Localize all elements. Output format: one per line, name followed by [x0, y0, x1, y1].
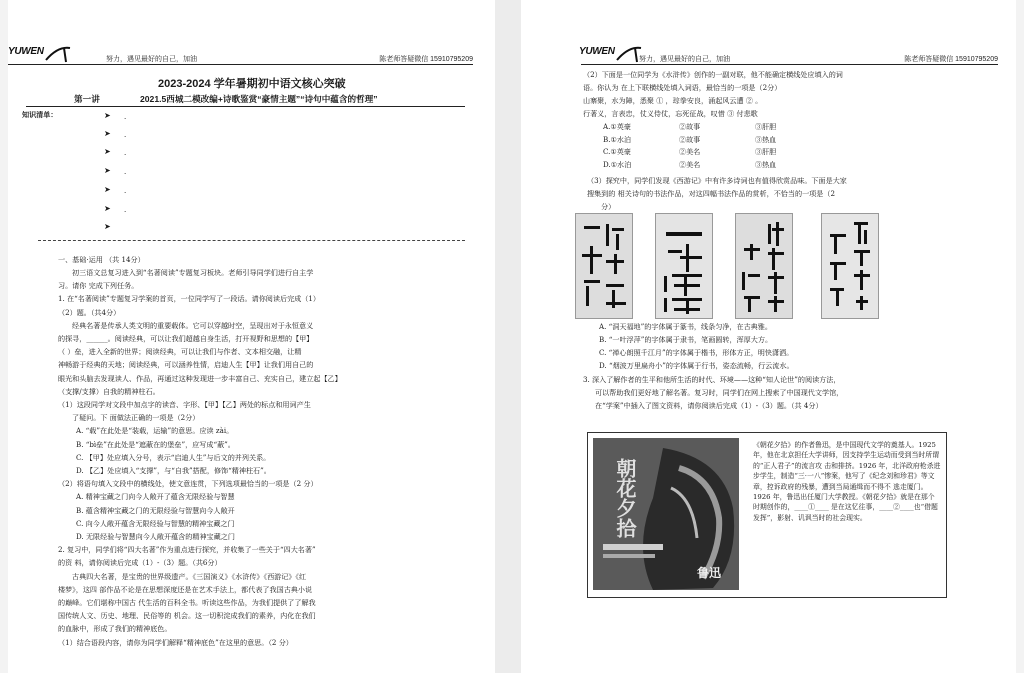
arrow-bullet-icon: ➤ — [104, 166, 111, 175]
couplet-option: ③热血 — [755, 134, 777, 144]
body-line: 习。请你 完成下列任务。 — [58, 281, 139, 291]
body-line: 1. 在“名著阅读”专题复习学案的首页，一位同学写了一段话。请你阅读后完成（1） — [58, 294, 320, 304]
arrow-bullet-icon: ➤ — [104, 129, 111, 138]
calligraphy-option: A. “洞天福地”的字体属于篆书，线条匀净，在古典雅。 — [599, 322, 772, 331]
header-slogan: 努力，遇见最好的自己，加油 — [106, 56, 197, 63]
body-line: （支撑/支撑）自我的精神柱石。 — [58, 386, 160, 396]
header-contact: 陈老师答疑微信 15910795209 — [379, 56, 473, 63]
book-question-line: 可以帮助我们更好地了解名著。复习时，同学们在网上搜索了中国现代文学馆， — [595, 388, 844, 397]
body-line: 了疑问。下 面做法正确的一项是（2分） — [72, 413, 200, 423]
body-line: （1）这段同学对文段中加点字的读音、字形、【甲】【乙】两处的标点和用词产生 — [58, 400, 311, 409]
body-line: B. “bì垒”在此处是“遮蔽在的堡垒”，应写成“蔽”。 — [76, 439, 235, 449]
body-line: 眼光和头脑去发现读人、作品，再通过这种发现进一步丰富自己、充实自己，建立起【乙】 — [58, 373, 342, 383]
body-line: 的探寻，______。阅读经典，可以让我们超越自身生活，打开视野和思想的【甲】 — [58, 334, 314, 343]
couplet-option: ②故事 — [679, 134, 701, 144]
body-line: （ ）垒，进入全新的世界；阅读经典，可以让我们与作者、文本相交融，让精 — [58, 347, 302, 357]
logo-swoosh-icon — [44, 44, 72, 64]
body-line: （2）将语句填入文段中的横线处，使文意连贯，下列选项最恰当的一项是（2 分） — [58, 479, 318, 489]
knowledge-item: . — [124, 130, 127, 139]
couplet-option: C.①英豪 — [603, 147, 631, 156]
dashed-rule — [38, 240, 465, 241]
arrow-bullet-icon: ➤ — [104, 204, 111, 213]
body-line: D. 无限经验与智慧向今人敞开蕴含的精神宝藏之门 — [76, 532, 235, 541]
calligraphy-question-line: （3）探究中，同学们发现《西游记》中有许多诗词也有值得欣赏品味。下面是大家 — [587, 176, 847, 185]
couplet-option: ②故事 — [679, 122, 701, 131]
couplet-option: ③肝胆 — [755, 147, 777, 156]
body-line: （2）题。（共4分） — [58, 307, 121, 317]
couplet-line: 语。你认为 在上下联横线处填入词语，最恰当的一项是（2分） — [583, 83, 782, 92]
lecture-title: 2021.5西城二模改编+诗歌鉴赏“豪情主题”“诗句中蕴含的哲理” — [140, 94, 378, 104]
body-line: 的巅峰。它们堪称中国古 代生活的百科全书。听读这些作品，为我们提供了了解我 — [58, 598, 316, 607]
couplet-option: D.①水泊 — [603, 159, 632, 169]
body-line: A. 精神宝藏之门向今人敞开了蕴含无限经验与智慧 — [76, 492, 235, 502]
knowledge-item: . — [124, 112, 127, 121]
calligraphy-option: B. “一叶浮萍”的字体属于隶书，笔画圆转，浑厚大方。 — [599, 335, 773, 344]
body-line: 的资 料，请你阅读后完成（1）-（3）题。（共6分） — [58, 558, 222, 568]
calligraphy-image-2 — [655, 213, 713, 319]
body-line: 神畅游于经典的天地；阅读经典，可以涵养性情，启迪人生【甲】让我们用自己的 — [58, 360, 314, 370]
knowledge-item: . — [124, 186, 127, 195]
yuwen-logo — [8, 44, 64, 64]
body-line: D. 【乙】处应填入“支撑”，与“自我”搭配，修饰“精神柱石”。 — [76, 466, 271, 475]
couplet-option: ②美名 — [679, 159, 701, 169]
couplet-option: ③肝胆 — [755, 122, 777, 131]
calligraphy-option: D. “烟波万里扁舟小”的字体属于行书，姿态流畅，行云流水。 — [599, 361, 794, 370]
calligraphy-image-4 — [821, 213, 879, 319]
title-rule — [26, 106, 465, 107]
body-line: 楼梦》，这四 部作品不论是在思想深度还是在艺术手法上，都代表了我国古典小说 — [58, 584, 313, 594]
header-rule — [581, 64, 998, 65]
yuwen-logo — [579, 44, 635, 64]
right-page — [521, 0, 1016, 673]
knowledge-label: 知识清单： — [22, 111, 58, 119]
couplet-line: 行著义，言表忠，仗义侍仗，忘死征战，叹惜 ③ 付悲歌 — [583, 109, 758, 118]
section-title: 一、基础·运用 （共 14分） — [58, 255, 145, 264]
body-line: 国传统人文、历史、地理、民俗等的 机会。这一切积淀成我们的素养，内化在我们 — [58, 611, 316, 621]
book-cover-title: 朝花夕拾 — [613, 458, 637, 538]
page-header — [8, 44, 495, 66]
arrow-bullet-icon: ➤ — [104, 185, 111, 194]
body-line: 的血脉中，形成了我们的精神底色。 — [58, 624, 172, 634]
couplet-option: ②美名 — [679, 147, 701, 156]
calligraphy-option: C. “禅心朗照千江月”的字体属于楷书，形体方正，明快潇洒。 — [599, 348, 794, 357]
knowledge-item: . — [124, 167, 127, 176]
doc-title: 2023-2024 学年暑期初中语文核心突破 — [158, 78, 346, 90]
body-line: 古典四大名著，是宝贵的世界级遗产。《三国演义》《水浒传》《西游记》《红 — [72, 571, 307, 581]
body-line: C. 向今人敞开蕴含无限经验与智慧的精神宝藏之门 — [76, 518, 235, 528]
calligraphy-image-3 — [735, 213, 793, 319]
body-line: 2. 复习中，同学们将“四大名著”作为重点进行探究，并收集了一些关于“四大名著” — [58, 545, 316, 555]
header-slogan: 努力，遇见最好的自己，加油 — [639, 56, 730, 63]
book-cover-author: 鲁迅 — [697, 566, 722, 580]
logo-text: YUWEN — [8, 46, 44, 57]
couplet-option: ③热血 — [755, 159, 777, 169]
page-gutter — [495, 0, 521, 673]
body-line: （1）结合语段内容，请你为同学们解释“精神底色”在这里的意思。（2 分） — [58, 637, 293, 647]
arrow-bullet-icon: ➤ — [104, 147, 111, 156]
body-line: C. 【甲】处应填入分号，表示“启迪人生”与后文的并列关系。 — [76, 452, 271, 462]
book-cover-image — [593, 438, 739, 590]
arrow-bullet-icon: ➤ — [104, 111, 111, 120]
body-line: 经典名著是传承人类文明的重要载体。它可以穿越时空，呈现出对于永恒意义 — [72, 320, 314, 330]
body-line: B. 蕴含精神宝藏之门的无限经验与智慧向今人敞开 — [76, 505, 235, 515]
body-line: 初三语文总复习进入到“名著阅读”专题复习板块。老师引导同学们进行自主学 — [72, 268, 314, 277]
calligraphy-question-line: 搜集到的 相关诗句的书法作品，对这四幅书法作品的赏析，不恰当的一项是（2 — [587, 189, 835, 198]
body-line: A. “载”在此处是“装载，运输”的意思。应读 zài。 — [76, 426, 234, 436]
left-page — [8, 0, 495, 673]
logo-text: YUWEN — [579, 46, 615, 57]
calligraphy-image-1 — [575, 213, 633, 319]
calligraphy-question-line: 分） — [601, 202, 616, 211]
header-rule — [8, 64, 473, 65]
header-contact: 陈老师答疑微信 15910795209 — [904, 56, 998, 63]
book-caption: 《朝花夕拾》的作者鲁迅，是中国现代文学的奠基人。1925年，他在北京担任大学讲师，因支持学生运动而受到当时所谓的“正人君子”的流言攻 击和排挤。1926 年，北洋政府枪杀进步学生，制造“三·一八”惨案，他写了《纪念刘和珍君》等文章，控诉政府的残暴，遭到当局通缉而不得不 逃走厦门。1926 年，鲁迅出任厦门大学教授。《朝花夕拾》就是在那个时期创作的，____①____ 是在这忆往事，____②____也“借题发挥”，影射、讥讽当时的社会现实。 — [753, 441, 941, 522]
couplet-option: A.①英豪 — [603, 122, 631, 131]
couplet-option: B.①水泊 — [603, 134, 632, 144]
couplet-line: （2）下面是一位同学为《水浒传》创作的一副对联，他不能确定横线处应填入的词 — [583, 70, 843, 79]
arrow-bullet-icon: ➤ — [104, 222, 111, 231]
couplet-line: 山寨聚，水为障，悉聚 ① ，琮拳安良，涌起风云遭 ② 。 — [583, 96, 763, 105]
book-question-line: 在“学案”中插入了图文资料，请你阅读后完成（1）-（3）题。（共 4分） — [595, 401, 823, 410]
lecture-label: 第一讲 — [74, 94, 100, 104]
book-question-line: 3. 深入了解作者的生平和他所生活的时代、环境——这种“知人论世”的阅读方法， — [583, 375, 841, 384]
page-header — [521, 44, 1016, 66]
knowledge-item: . — [124, 205, 127, 214]
knowledge-item: . — [124, 148, 127, 157]
